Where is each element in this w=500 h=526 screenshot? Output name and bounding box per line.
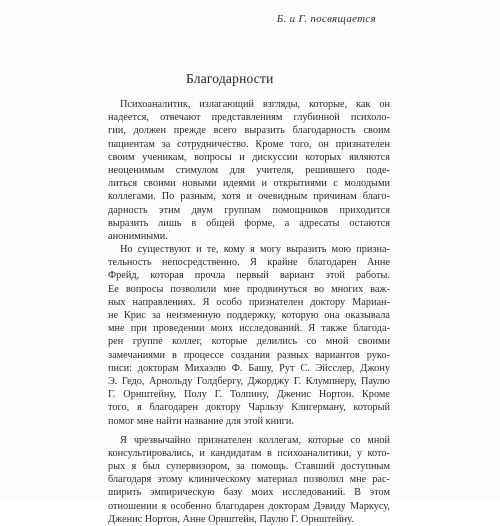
text-line: Психоаналитик, излагающий взгляды, которые, как он (120, 99, 390, 110)
text-line: надеется, отвечают представлениям глубинной психоло- (108, 112, 390, 124)
text-line: своим ученикам, вопросы и дискуссии которых являются (108, 151, 390, 163)
section-heading: Благодарности (186, 71, 274, 86)
text-line: литься своими новыми идеями и открытиями с молодыми (108, 178, 390, 190)
text-line: Дженис Нортон, Анне Орнштейн, Паулю Г. Орнштейну. (108, 513, 354, 525)
body-text (108, 98, 390, 526)
text-line: рен группе коллег, которые делились со мной своими (108, 336, 390, 348)
text-line: писи: докторам Михаэлю Ф. Башу, Рут С. Эйсслер, Джону (108, 362, 390, 374)
text-line: гии, должен прежде всего выразить благодарность своим (108, 125, 390, 137)
paragraph-1 (108, 98, 390, 243)
text-line: Но существуют и те, кому я могу выразить мою призна- (120, 244, 390, 256)
text-line: мне при проведении моих исследований. Я также благода- (108, 323, 390, 335)
text-line: тельность непосредственно. Я крайне благодарен Анне (108, 257, 390, 269)
text-line: Фрейд, которая прочла первый вариант этой работы. (108, 270, 390, 282)
text-line: того, я благодарен доктору Чарльзу Клигерману, который (108, 402, 390, 414)
text-line: консультировались, и кандидатам в психоаналитики, у кото- (108, 447, 390, 459)
text-line: Ее вопросы позволили мне продвинуться во многих важ- (108, 283, 390, 295)
text-line: отношении я особенно благодарен докторам Дэвиду Маркусу, (108, 500, 390, 512)
text-line: Э. Гедо, Арнольду Голдбергу, Джорджу Г. Клумпнеру, Паулю (108, 375, 390, 387)
text-line: пациентам за сотрудничество. Кроме того, он признателен (108, 138, 390, 150)
text-line: коллегами. По разным, хотя и очевидным причинам благо- (108, 191, 390, 203)
text-line: Я чрезвычайно признателен коллегам, которые со мной (120, 434, 390, 446)
text-line: ных направлениях. Я особо признателен доктору Мариан- (108, 296, 390, 308)
text-line: замечаниями в процессе создания разных вариантов руко- (108, 349, 390, 361)
text-line: не Крис за неизменную поддержку, которую она оказывала (108, 310, 390, 321)
text-line: выразить лишь в общей форме, а адресаты остаются (108, 217, 390, 229)
text-line: Г. Орнштейну, Полу Г. Толпину, Дженис Нортон. Кроме (108, 389, 390, 401)
text-line: анонимными. (108, 230, 168, 242)
text-line: благодаря этому клиническому материал позволил мне рас- (108, 474, 390, 486)
text-line: помог мне найти название для этой книги. (108, 415, 294, 427)
text-line: дарность этим двум группам помощников приходится (108, 204, 390, 216)
dedication: Б. и Г. посвящается (276, 13, 376, 25)
paragraph-3 (108, 434, 390, 526)
text-line: неоценимым стимулом для учителя, решившего поде- (108, 164, 390, 176)
text-line: рых я был супервизором, за помощь. Ставший доступным (108, 461, 390, 473)
text-line: ширить эмпирическую базу моих исследований. В этом (108, 487, 390, 499)
paragraph-2 (108, 243, 390, 428)
